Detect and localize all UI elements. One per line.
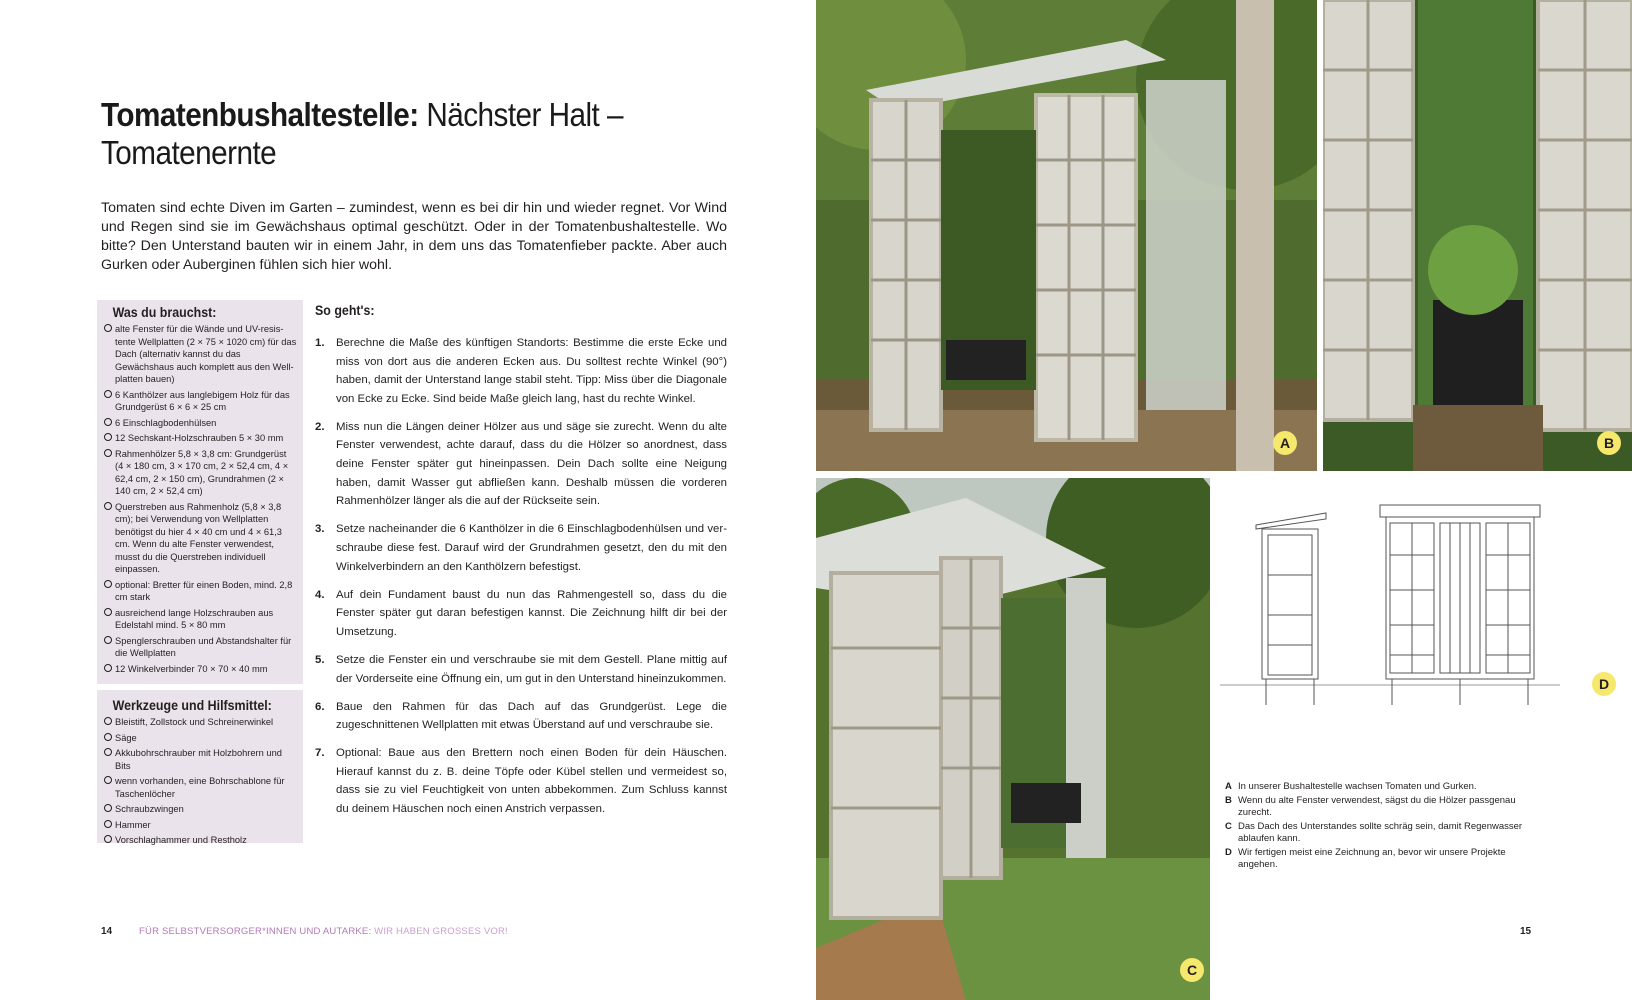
- greenhouse-photo-c-image: [816, 478, 1210, 1000]
- steps-list: [315, 334, 727, 828]
- step-number: 4.: [315, 588, 325, 601]
- list-item: [104, 819, 297, 832]
- circle-bullet-icon: [104, 608, 112, 616]
- caption-text: Wir fertigen meist eine Zeichnung an, bevor wir unsere Projekte angehen.: [1238, 846, 1506, 870]
- list-item-text: alte Fenster für die Wände und UV-resistente Wellplatten (2 × 75 × 1020 cm) für das Dach (alternativ kannst du das Gewächshaus auch komplett aus den Wellplatten bauen): [115, 324, 297, 384]
- badge-b: B: [1597, 431, 1621, 455]
- list-item: [104, 775, 297, 800]
- step-text: Setze die Fenster ein und verschraube sie mit dem Gestell. Plane mittig auf der Vorderseite eine Öffnung ein, um gut in den Unterstand hineinzukommen.: [336, 653, 727, 685]
- list-item: [104, 448, 297, 498]
- list-item: [104, 834, 297, 847]
- list-item: [104, 747, 297, 772]
- greenhouse-photo-a-image: [816, 0, 1317, 471]
- list-item-text: Schraubzwingen: [115, 804, 184, 814]
- caption-letter: B: [1225, 794, 1232, 806]
- right-page: [816, 0, 1632, 1000]
- step-item: [315, 418, 727, 511]
- circle-bullet-icon: [104, 449, 112, 457]
- title-subtitle: Nächster Halt – Tomatenernte: [101, 96, 623, 171]
- list-item: [104, 607, 297, 632]
- list-item-text: Rahmenhölzer 5,8 × 3,8 cm: Grundgerüst (4 × 180 cm, 3 × 170 cm, 2 × 52,4 cm, 4 × 62,4 cm, 2 × 150 cm), Grundrahmen (2 × 140 cm, 2 × 52,4 cm): [115, 448, 289, 496]
- caption-item: [1225, 847, 1525, 872]
- step-item: [315, 651, 727, 688]
- step-number: 3.: [315, 523, 325, 536]
- step-text: Berechne die Maße des künftigen Standorts: Bestimme die erste Ecke und miss von dort aus die anderen Ecken aus. Du solltest rechte Winkel (90°) haben, damit der Unterstand lange stabil steht. Tipp: Miss über die Diagonale von Ecke zu Ecke. Sind beide Maße gleich lang, hast du rechte Winkel.: [336, 337, 727, 405]
- photo-c: [816, 478, 1210, 1000]
- circle-bullet-icon: [104, 776, 112, 784]
- step-item: [315, 334, 727, 408]
- photo-a: [816, 0, 1317, 471]
- photo-b: [1323, 0, 1632, 471]
- list-item-text: Vorschlaghammer und Restholz: [115, 835, 247, 845]
- list-item: [104, 635, 297, 660]
- list-item: [104, 323, 297, 386]
- technical-drawing-d: [1220, 495, 1632, 720]
- materials-list: [97, 323, 303, 675]
- caption-item: [1225, 795, 1525, 820]
- list-item: [104, 732, 297, 745]
- step-item: [315, 520, 727, 576]
- circle-bullet-icon: [104, 390, 112, 398]
- circle-bullet-icon: [104, 804, 112, 812]
- list-item-text: 6 Einschlagbodenhülsen: [115, 417, 217, 428]
- list-item-text: Querstreben aus Rahmenholz (5,8 × 3,8 cm); bei Verwendung von Wellplatten benötigst du hier 4 × 40 cm und 4 × 61,3 cm. Wenn du alte Fenster verwendest, musst du die Querstreben individuell einpassen.: [115, 501, 282, 574]
- circle-bullet-icon: [104, 418, 112, 426]
- circle-bullet-icon: [104, 748, 112, 756]
- materials-box: [97, 300, 303, 843]
- list-item: [104, 417, 297, 430]
- step-number: 1.: [315, 337, 325, 349]
- caption-letter: C: [1225, 820, 1232, 832]
- list-item-text: Bleistift, Zollstock und Schreinerwinkel: [115, 717, 274, 727]
- title-bold: Tomatenbushaltestelle:: [101, 96, 419, 133]
- page-number-left: 14: [101, 926, 113, 937]
- caption-text: Das Dach des Unterstandes sollte schräg sein, damit Regenwasser ablaufen kann.: [1238, 820, 1523, 844]
- step-number: 2.: [315, 420, 325, 433]
- list-item-text: 12 Sechskant-Holzschrauben 5 × 30 mm: [115, 433, 284, 443]
- circle-bullet-icon: [104, 835, 112, 843]
- badge-a: A: [1273, 431, 1297, 455]
- step-number: 6.: [315, 700, 325, 713]
- list-item-text: Spenglerschrauben und Abstandshalter für die Wellplatten: [115, 635, 292, 658]
- step-item: [315, 744, 727, 818]
- list-item: [104, 579, 297, 604]
- circle-bullet-icon: [104, 580, 112, 588]
- step-number: 5.: [315, 653, 325, 666]
- list-item-text: optional: Bretter für einen Boden, mind. 2,8 cm stark: [115, 579, 293, 602]
- step-text: Optional: Baue aus den Brettern noch einen Boden für dein Häuschen. Hierauf kannst du z. B. deine Töpfe oder Kübel stellen und vermeidest so, dass sie zu viel Feuchtigkeit von unten abbekommen. Zum Schluss kannst du deinem Häuschen noch einen Anstrich verpassen.: [336, 747, 727, 816]
- circle-bullet-icon: [104, 820, 112, 828]
- step-item: [315, 698, 727, 735]
- step-item: [315, 586, 727, 642]
- circle-bullet-icon: [104, 717, 112, 725]
- list-item-text: 12 Winkelverbinder 70 × 70 × 40 mm: [115, 663, 268, 674]
- caption-text: In unserer Bushaltestelle wachsen Tomaten und Gurken.: [1238, 781, 1477, 792]
- caption-text: Wenn du alte Fenster verwendest, sägst du die Hölzer passgenau zurecht.: [1238, 794, 1516, 818]
- list-item: [104, 716, 297, 729]
- step-text: Miss nun die Längen deiner Hölzer aus und säge sie zurecht. Wenn du alte Fenster verwendest, achte darauf, dass du die Hölzer so anordnest, dass deine Fenster später gut hineinpassen. Dein Dach sollte eine Neigung haben, damit Wasser gut abfließen kann. Deshalb müssen die vorderen Rahmenhölzer länger als die auf der Rückseite sein.: [336, 420, 727, 508]
- list-item-text: 6 Kanthölzer aus langlebigem Holz für das Grundgerüst 6 × 6 × 25 cm: [115, 389, 290, 412]
- circle-bullet-icon: [104, 433, 112, 441]
- intro-paragraph: Tomaten sind echte Diven im Garten – zumindest, wenn es bei dir hin und wieder regnet. Vor Wind und Regen sind sie im Gewächshaus optimal geschützt. Oder in der Tomatenbushaltestelle. Wo bitte? Den Unterstand bauten wir in einem Jahr, in dem uns das Tomatenfieber packte. Aber auch Gurken oder Auberginen fühlen sich hier wohl.: [101, 200, 727, 273]
- list-item-text: Akkubohrschrauber mit Holzbohrern und Bits: [115, 748, 282, 771]
- list-item: [104, 389, 297, 414]
- running-head: [139, 926, 508, 937]
- greenhouse-photo-b-image: [1323, 0, 1632, 471]
- page-number-right: 15: [1520, 926, 1532, 937]
- list-item-text: ausreichend lange Holzschrauben aus Edelstahl mind. 5 × 80 mm: [115, 607, 274, 630]
- caption-item: [1225, 821, 1525, 846]
- step-text: Setze nacheinander die 6 Kanthölzer in die 6 Einschlagbodenhülsen und verschraube diese fest. Darauf wird der Grundrahmen gesetzt, den du mit den Winkelverbindern an den Kanthölzern befestigst.: [336, 523, 727, 573]
- photo-captions: [1225, 781, 1525, 873]
- page-title: [101, 96, 623, 172]
- caption-letter: D: [1225, 846, 1232, 858]
- list-item: [104, 803, 297, 816]
- list-item: [104, 501, 297, 576]
- circle-bullet-icon: [104, 664, 112, 672]
- step-text: Baue den Rahmen für das Dach auf das Grundgerüst. Lege die zugeschnittenen Wellplatten mit etwas Überstand auf und verschraube sie.: [336, 700, 727, 732]
- circle-bullet-icon: [104, 733, 112, 741]
- running-head-accent: WIR HABEN GROSSES VOR!: [371, 926, 508, 937]
- circle-bullet-icon: [104, 324, 112, 332]
- list-item-text: wenn vorhanden, eine Bohrschablone für Taschenlöcher: [115, 776, 285, 799]
- step-text: Auf dein Fundament baust du nun das Rahmengestell so, dass du die Fenster später gut daran befestigen kannst. Die Zeichnung hilft dir bei der Umsetzung.: [336, 588, 727, 638]
- greenhouse-drawing-image: [1220, 495, 1632, 720]
- running-head-main: FÜR SELBSTVERSORGER*INNEN UND AUTARKE:: [139, 926, 372, 937]
- caption-letter: A: [1225, 781, 1232, 792]
- steps-heading: So geht's:: [315, 303, 375, 318]
- list-item: [104, 432, 297, 445]
- badge-d: D: [1592, 672, 1616, 696]
- list-item: [104, 663, 297, 676]
- materials-heading: Was du brauchst:: [112, 305, 217, 320]
- list-item-text: Hammer: [115, 819, 151, 830]
- step-number: 7.: [315, 747, 325, 760]
- badge-c: C: [1180, 958, 1204, 982]
- list-item-text: Säge: [115, 732, 137, 743]
- caption-item: [1225, 781, 1525, 794]
- tools-list: [97, 716, 303, 847]
- circle-bullet-icon: [104, 502, 112, 510]
- circle-bullet-icon: [104, 636, 112, 644]
- tools-heading: Werkzeuge und Hilfsmittel:: [112, 698, 272, 713]
